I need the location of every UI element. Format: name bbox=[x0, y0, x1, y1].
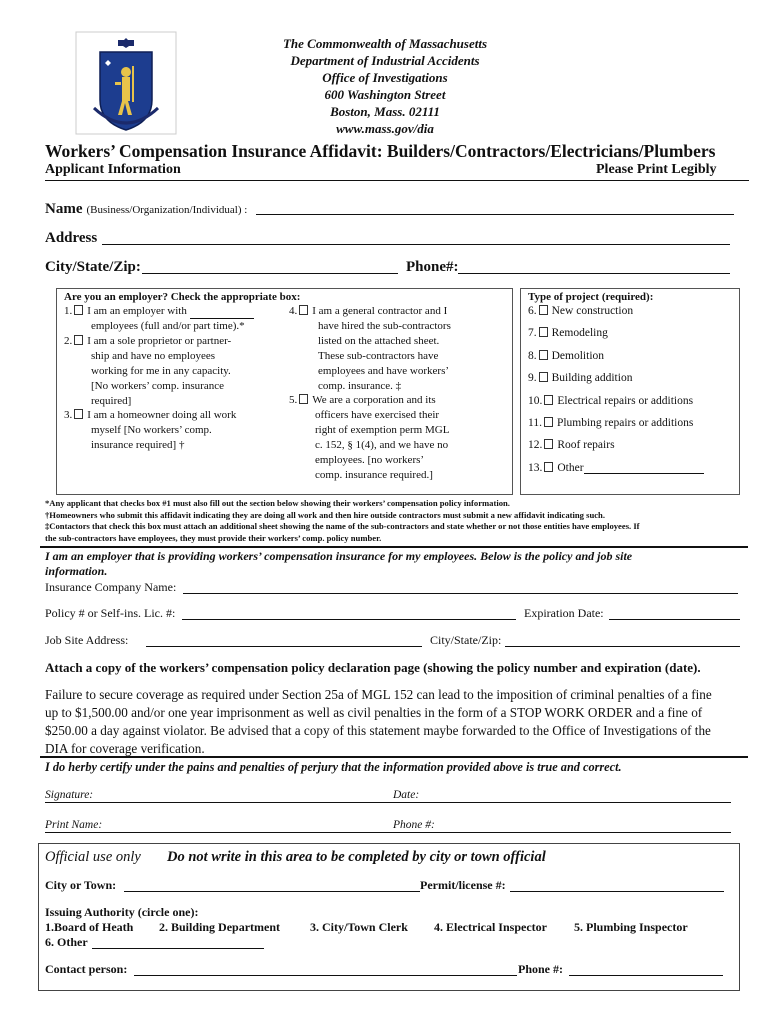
project-item: 11. Plumbing repairs or additions bbox=[528, 416, 694, 429]
attach-instruction: Attach a copy of the workers’ compensation policy declaration page (showing the policy number and expiration (date). bbox=[45, 660, 701, 675]
footnotes bbox=[45, 498, 760, 544]
employer-option-2 bbox=[64, 334, 286, 409]
option-number: 2. bbox=[64, 335, 73, 347]
permit-label: Permit/license #: bbox=[420, 878, 506, 892]
name-sublabel: (Business/Organization/Individual) : bbox=[86, 204, 248, 216]
option-number: 3. bbox=[64, 409, 73, 421]
policy-number-field[interactable] bbox=[182, 619, 516, 620]
warning-line: up to $1,500.00 and/or one year imprisonment as well as civil penalties in the form of a STOP WORK ORDER and a fine of bbox=[45, 705, 703, 720]
option-text: I am a sole proprietor or partner- bbox=[87, 335, 232, 347]
checkbox-general-contractor[interactable] bbox=[299, 305, 308, 315]
job-site-field[interactable] bbox=[146, 646, 422, 647]
job-city-label: City/State/Zip: bbox=[430, 633, 502, 647]
policy-intro-line: I am an employer that is providing workers’ compensation insurance for my employees. Below is the policy and job site bbox=[45, 549, 633, 563]
expiration-date-label: Expiration Date: bbox=[524, 606, 604, 620]
option-text: c. 152, § 1(4), and we have no bbox=[315, 439, 449, 451]
issuing-authority-label: Issuing Authority (circle one): bbox=[45, 905, 199, 919]
agency-header bbox=[0, 35, 770, 137]
footnote: the sub-contractors have employees, they must provide their workers’ comp. policy number. bbox=[45, 532, 382, 543]
employer-option-5 bbox=[289, 393, 504, 483]
warning-line: DIA for coverage verification. bbox=[45, 741, 205, 756]
option-text: employees (full and/or part time).* bbox=[91, 320, 245, 332]
option-text: right of exemption perm MGL bbox=[315, 424, 450, 436]
insurance-company-label: Insurance Company Name: bbox=[45, 580, 177, 594]
option-text: required] bbox=[91, 395, 132, 407]
policy-number-label: Policy # or Self-ins. Lic. #: bbox=[45, 606, 176, 620]
project-item: 12. Roof repairs bbox=[528, 439, 615, 452]
certification-statement: I do herby certify under the pains and penalties of perjury that the information provided above is true and correct. bbox=[45, 760, 622, 774]
checkbox-employer[interactable] bbox=[74, 305, 83, 315]
job-site-label: Job Site Address: bbox=[45, 633, 129, 647]
address-label: Address bbox=[45, 230, 98, 246]
employer-option-1 bbox=[64, 304, 286, 334]
authority-other[interactable]: 6. Other bbox=[45, 935, 88, 949]
option-text: I am a homeowner doing all work bbox=[87, 409, 237, 421]
footnote: †Homeowners who submit this affidavit indicating they are doing all work and then hire outside contractors must submit a new affidavit indicating such. bbox=[45, 509, 605, 520]
cert-phone-label: Phone #: bbox=[393, 819, 435, 831]
employer-option-4 bbox=[289, 304, 504, 394]
checkbox-electrical[interactable] bbox=[544, 395, 553, 405]
option-text: listed on the attached sheet. bbox=[318, 335, 440, 347]
phone-label: Phone#: bbox=[406, 259, 459, 275]
header-line: www.mass.gov/dia bbox=[336, 121, 434, 136]
authority-building-dept[interactable]: 2. Building Department bbox=[159, 920, 281, 934]
employer-option-3 bbox=[64, 408, 286, 453]
signature-label: Signature: bbox=[45, 789, 94, 801]
header-line: 600 Washington Street bbox=[324, 87, 446, 102]
checkbox-building-addition[interactable] bbox=[539, 372, 548, 382]
name-row bbox=[45, 200, 247, 218]
city-town-field[interactable] bbox=[124, 891, 420, 892]
option-text: working for me in any capacity. bbox=[91, 365, 231, 377]
warning-line: $250.00 a day against violator. Be advised that a copy of this statement maybe forwarded to the Office of Investigations of the bbox=[45, 723, 711, 738]
footnote: ‡Contactors that check this box must attach an additional sheet showing the name of the sub-contractors and state whether or not those entities have employees. If bbox=[45, 521, 640, 531]
project-list bbox=[528, 305, 736, 484]
name-label: Name bbox=[45, 201, 83, 217]
official-phone-label: Phone #: bbox=[518, 962, 563, 976]
checkbox-other[interactable] bbox=[544, 462, 553, 472]
official-use-heading: Official use only bbox=[45, 849, 141, 865]
option-text: [No workers’ comp. insurance bbox=[91, 380, 224, 392]
checkbox-new-construction[interactable] bbox=[539, 305, 548, 315]
contact-person-field[interactable] bbox=[134, 975, 517, 976]
phone-field[interactable] bbox=[458, 273, 730, 274]
option-number: 1. bbox=[64, 305, 73, 317]
checkbox-homeowner[interactable] bbox=[74, 409, 83, 419]
authority-town-clerk[interactable]: 3. City/Town Clerk bbox=[310, 920, 408, 934]
authority-plumbing[interactable]: 5. Plumbing Inspector bbox=[574, 920, 688, 934]
option-text: I am a general contractor and I bbox=[312, 305, 448, 317]
city-field[interactable] bbox=[142, 273, 398, 274]
header-line: Boston, Mass. 02111 bbox=[330, 104, 440, 119]
checkbox-corporation[interactable] bbox=[299, 394, 308, 404]
section-divider bbox=[40, 546, 748, 548]
authority-other-field[interactable] bbox=[92, 948, 264, 949]
header-line: The Commonwealth of Massachusetts bbox=[282, 36, 488, 51]
option-text: have hired the sub-contractors bbox=[318, 320, 451, 332]
option-text: I am an employer with bbox=[87, 305, 187, 317]
option-text: officers have exercised their bbox=[315, 409, 440, 421]
permit-field[interactable] bbox=[510, 891, 724, 892]
option-text: ship and have no employees bbox=[91, 350, 216, 362]
option-text: employees and have workers’ bbox=[318, 365, 450, 377]
warning-divider bbox=[40, 756, 748, 758]
expiration-date-field[interactable] bbox=[609, 619, 740, 620]
option-text: We are a corporation and its bbox=[312, 394, 436, 406]
project-item: 6. New construction bbox=[528, 305, 634, 317]
applicant-divider bbox=[45, 180, 749, 181]
address-field[interactable] bbox=[102, 244, 730, 245]
date-label: Date: bbox=[393, 789, 420, 801]
checkbox-plumbing[interactable] bbox=[544, 417, 553, 427]
project-item: 8. Demolition bbox=[528, 349, 605, 362]
option-number: 4. bbox=[289, 305, 298, 317]
print-name-field[interactable] bbox=[45, 832, 731, 833]
option-text: myself [No workers’ comp. bbox=[91, 424, 212, 436]
checkbox-roof[interactable] bbox=[544, 439, 553, 449]
other-project-field[interactable] bbox=[584, 473, 704, 474]
form-title: Workers’ Compensation Insurance Affidavit: Builders/Contractors/Electricians/Plumbers bbox=[45, 141, 716, 161]
option-number: 5. bbox=[289, 394, 298, 406]
project-item: 13. Other bbox=[528, 462, 736, 484]
checkbox-sole-proprietor[interactable] bbox=[74, 335, 83, 345]
job-city-field[interactable] bbox=[505, 646, 740, 647]
penalty-warning bbox=[45, 686, 712, 758]
policy-intro bbox=[45, 549, 632, 579]
project-item: 7. Remodeling bbox=[528, 327, 608, 340]
name-field[interactable] bbox=[256, 214, 734, 215]
footnote: *Any applicant that checks box #1 must also fill out the section below showing their workers’ compensation policy information. bbox=[45, 498, 510, 508]
warning-line: Failure to secure coverage as required under Section 25a of MGL 152 can lead to the imposition of criminal penalties of a fine bbox=[45, 687, 712, 702]
official-use-note: Do not write in this area to be completed by city or town official bbox=[167, 849, 546, 865]
insurance-company-field[interactable] bbox=[183, 593, 738, 594]
option-text: employees. [no workers’ bbox=[315, 454, 425, 466]
city-town-label: City or Town: bbox=[45, 878, 117, 892]
official-phone-field[interactable] bbox=[569, 975, 723, 976]
option-text: comp. insurance required.] bbox=[315, 469, 433, 481]
authority-board-of-health[interactable]: 1.Board of Heath bbox=[45, 920, 134, 934]
option-text: These sub-contractors have bbox=[318, 350, 439, 362]
header-line: Department of Industrial Accidents bbox=[290, 53, 480, 68]
authority-electrical[interactable]: 4. Electrical Inspector bbox=[434, 920, 547, 934]
option-text: insurance required] † bbox=[91, 439, 185, 451]
applicant-heading: Applicant Information bbox=[45, 162, 181, 177]
checkbox-remodeling[interactable] bbox=[539, 327, 548, 337]
project-item: 9. Building addition bbox=[528, 372, 633, 385]
checkbox-demolition[interactable] bbox=[539, 350, 548, 360]
header-line: Office of Investigations bbox=[322, 70, 448, 85]
project-heading: Type of project (required): bbox=[528, 291, 654, 303]
project-item: 10. Electrical repairs or additions bbox=[528, 394, 694, 407]
option-text: comp. insurance. ‡ bbox=[318, 380, 402, 392]
policy-intro-line: information. bbox=[45, 564, 108, 578]
city-label: City/State/Zip: bbox=[45, 259, 141, 275]
print-note: Please Print Legibly bbox=[596, 162, 717, 177]
print-name-label: Print Name: bbox=[45, 819, 103, 831]
signature-field[interactable] bbox=[45, 802, 731, 803]
employer-question: Are you an employer? Check the appropriate box: bbox=[64, 291, 301, 303]
contact-person-label: Contact person: bbox=[45, 962, 128, 976]
